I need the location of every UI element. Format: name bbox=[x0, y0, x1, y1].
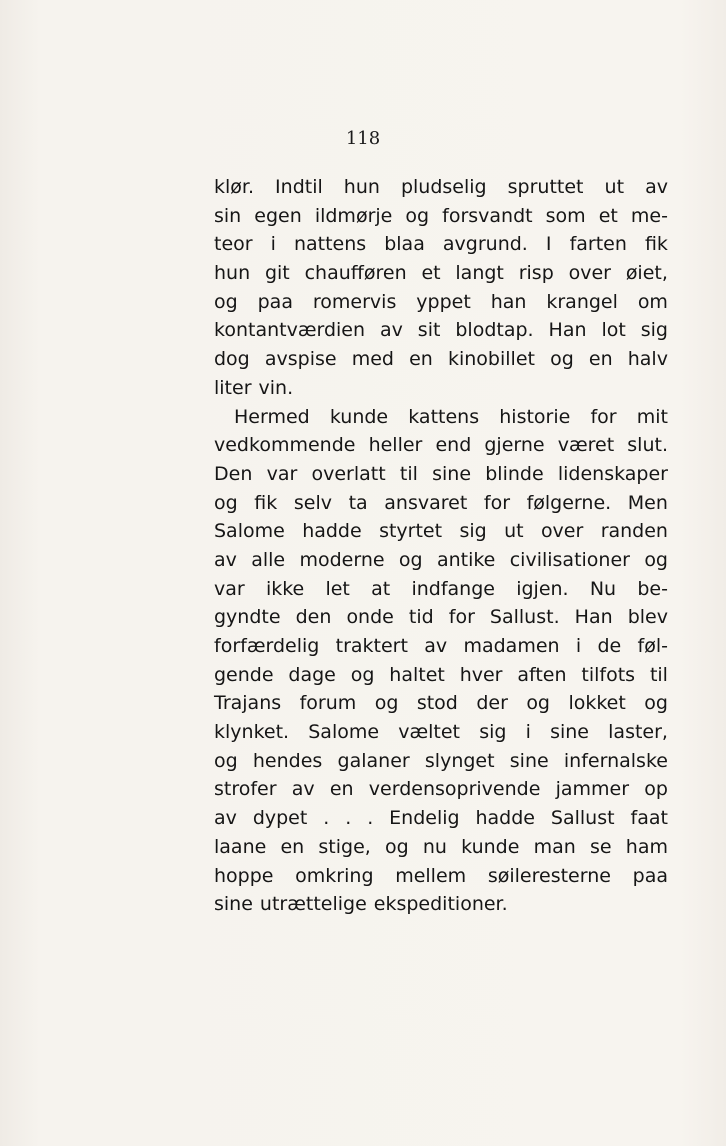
text-line: forfærdelig traktert av madamen i de føl- bbox=[214, 635, 668, 657]
text-line: dog avspise med en kinobillet og en halv bbox=[214, 348, 668, 371]
text-line: hun git chaufføren et langt risp over øiet, bbox=[214, 262, 668, 285]
text-line: var ikke let at indfange igjen. Nu be- bbox=[214, 577, 668, 600]
text-line: hoppe omkring mellem søileresterne paa bbox=[214, 864, 668, 887]
text-line: sin egen ildmørje og forsvandt som et me- bbox=[214, 204, 668, 227]
text-line: Salome hadde styrtet sig ut over randen bbox=[214, 520, 668, 543]
text-line: vedkommende heller end gjerne været slut. bbox=[214, 434, 668, 457]
text-line: gende dage og haltet hver aften tilfots til bbox=[214, 663, 668, 686]
text-line: sine utrættelige ekspeditioner. bbox=[214, 893, 508, 916]
text-line: og paa romervis yppet han krangel om bbox=[214, 290, 668, 313]
text-line: kontantværdien av sit blodtap. Han lot sig bbox=[214, 319, 668, 342]
text-line: liter vin. bbox=[214, 376, 294, 399]
text-line: og fik selv ta ansvaret for følgerne. Men bbox=[214, 491, 668, 514]
text-line: klør. Indtil hun pludselig spruttet ut av bbox=[214, 176, 668, 198]
text-line: gyndte den onde tid for Sallust. Han blev bbox=[214, 606, 668, 629]
text-line: laane en stige, og nu kunde man se ham bbox=[214, 835, 668, 858]
text-line: Trajans forum og stod der og lokket og bbox=[214, 692, 668, 715]
text-line: Den var overlatt til sine blinde lidenskaper bbox=[214, 462, 668, 485]
text-line: av dypet . . . Endelig hadde Sallust faat bbox=[214, 807, 668, 830]
text-line: Hermed kunde kattens historie for mit bbox=[234, 405, 668, 428]
text-line: av alle moderne og antike civilisationer og bbox=[214, 548, 668, 571]
text-line: klynket. Salome væltet sig i sine laster, bbox=[214, 721, 668, 744]
body-text bbox=[214, 173, 668, 919]
page-number: 118 bbox=[345, 128, 381, 149]
text-line: og hendes galaner slynget sine infernalske bbox=[214, 749, 668, 772]
text-line: teor i nattens blaa avgrund. I farten fik bbox=[214, 233, 668, 256]
text-line: strofer av en verdensoprivende jammer op bbox=[214, 778, 668, 801]
